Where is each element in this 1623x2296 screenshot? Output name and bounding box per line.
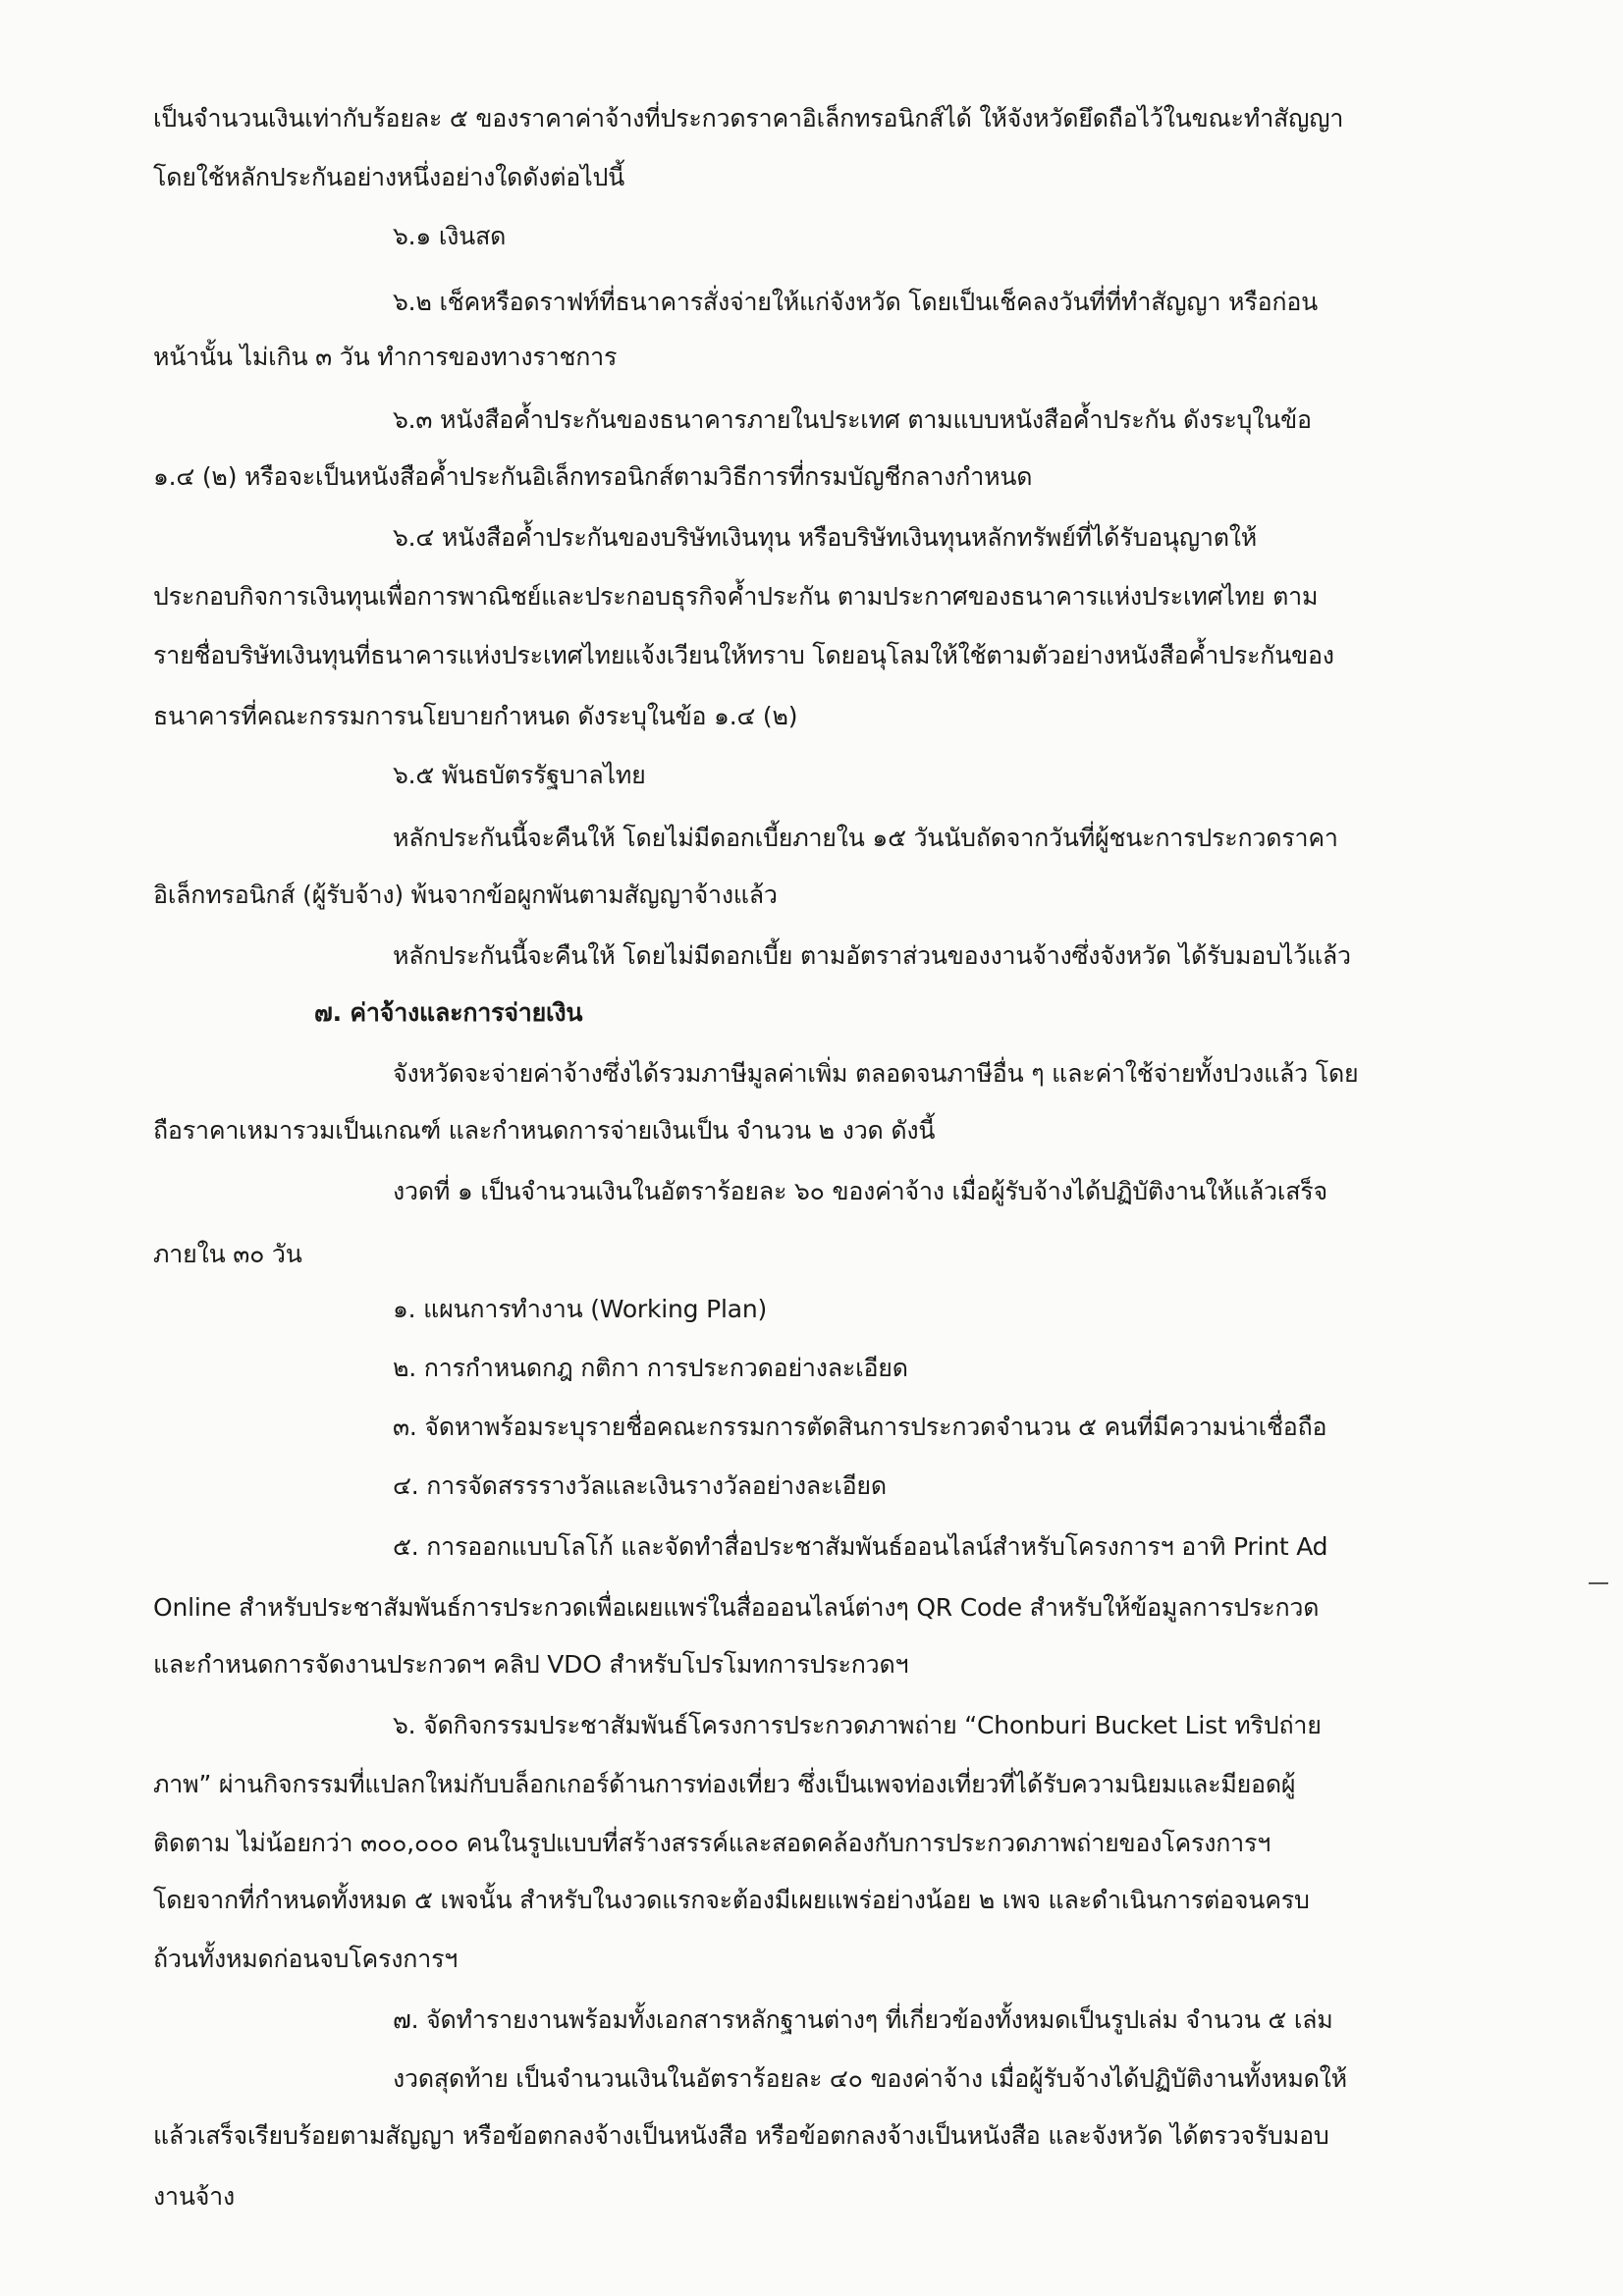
text-line: ๗. จัดทำรายงานพร้อมทั้งเอกสารหลักฐานต่างๆ ที่เกี่ยวข้องทั้งหมดเป็นรูปเล่ม จำนวน ๕ เล่ม <box>393 2005 1333 2034</box>
text-line: ประกอบกิจการเงินทุนเพื่อการพาณิชย์และประกอบธุรกิจค้ำประกัน ตามประกาศของธนาคารแห่งประเทศไทย ตาม <box>153 582 1319 611</box>
text-line: ๑.๔ (๒) หรือจะเป็นหนังสือค้ำประกันอิเล็กทรอนิกส์ตามวิธีการที่กรมบัญชีกลางกำหนด <box>153 462 1033 491</box>
text-line: ๖.๕ พันธบัตรรัฐบาลไทย <box>393 761 646 789</box>
text-line: ๔. การจัดสรรรางวัลและเงินรางวัลอย่างละเอียด <box>393 1471 887 1500</box>
text-line: งวดที่ ๑ เป็นจำนวนเงินในอัตราร้อยละ ๖๐ ของค่าจ้าง เมื่อผู้รับจ้างได้ปฏิบัติงานให้แล้วเสร็จ <box>393 1177 1327 1205</box>
text-line: ภายใน ๓๐ วัน <box>153 1240 302 1268</box>
text-line: รายชื่อบริษัทเงินทุนที่ธนาคารแห่งประเทศไทยแจ้งเวียนให้ทราบ โดยอนุโลมให้ใช้ตามตัวอย่างหนังสือค้ำประกันของ <box>153 641 1334 669</box>
text-line: ๑. แผนการทำงาน (Working Plan) <box>393 1295 768 1323</box>
text-line: Online สำหรับประชาสัมพันธ์การประกวดเพื่อเผยแพร่ในสื่อออนไลน์ต่างๆ QR Code สำหรับให้ข้อมูลการประกวด <box>153 1593 1320 1622</box>
text-line: แล้วเสร็จเรียบร้อยตามสัญญา หรือข้อตกลงจ้างเป็นหนังสือ หรือข้อตกลงจ้างเป็นหนังสือ และจังหวัด ได้ตรวจรับมอบ <box>153 2121 1329 2150</box>
text-line: ๓. จัดหาพร้อมระบุรายชื่อคณะกรรมการตัดสินการประกวดจำนวน ๕ คนที่มีความน่าเชื่อถือ <box>393 1413 1327 1441</box>
text-line: ๕. การออกแบบโลโก้ และจัดทำสื่อประชาสัมพันธ์ออนไลน์สำหรับโครงการฯ อาทิ Print Ad <box>393 1532 1328 1561</box>
text-line: จังหวัดจะจ่ายค่าจ้างซึ่งได้รวมภาษีมูลค่าเพิ่ม ตลอดจนภาษีอื่น ๆ และค่าใช้จ่ายทั้งปวงแล้ว โดย <box>393 1059 1359 1088</box>
text-line: ๖.๒ เช็คหรือดราฟท์ที่ธนาคารสั่งจ่ายให้แก่จังหวัด โดยเป็นเช็คลงวันที่ที่ทำสัญญา หรือก่อน <box>393 288 1319 316</box>
text-line: และกำหนดการจัดงานประกวดฯ คลิป VDO สำหรับโปรโมทการประกวดฯ <box>153 1650 909 1679</box>
text-line: ถ้วนทั้งหมดก่อนจบโครงการฯ <box>153 1945 459 1973</box>
text-line: งานจ้าง <box>153 2182 236 2211</box>
text-line: หลักประกันนี้จะคืนให้ โดยไม่มีดอกเบี้ยภายใน ๑๕ วันนับถัดจากวันที่ผู้ชนะการประกวดราคา <box>393 824 1338 852</box>
text-line: ติดตาม ไม่น้อยกว่า ๓๐๐,๐๐๐ คนในรูปแบบที่สร้างสรรค์และสอดคล้องกับการประกวดภาพถ่ายของโครงการฯ <box>153 1829 1271 1857</box>
section-heading: ๗. ค่าจ้างและการจ่ายเงิน <box>314 998 583 1027</box>
text-line: ๖. จัดกิจกรรมประชาสัมพันธ์โครงการประกวดภาพถ่าย “Chonburi Bucket List ทริปถ่าย <box>393 1711 1322 1739</box>
text-line: ภาพ” ผ่านกิจกรรมที่แปลกใหม่กับบล็อกเกอร์ด้านการท่องเที่ยว ซึ่งเป็นเพจท่องเที่ยวที่ได้รับความนิยมและมียอดผู้ <box>153 1770 1296 1798</box>
text-line: ธนาคารที่คณะกรรมการนโยบายกำหนด ดังระบุในข้อ ๑.๔ (๒) <box>153 702 798 730</box>
text-line: ๖.๓ หนังสือค้ำประกันของธนาคารภายในประเทศ ตามแบบหนังสือค้ำประกัน ดังระบุในข้อ <box>393 405 1312 434</box>
text-line: ๖.๔ หนังสือค้ำประกันของบริษัทเงินทุน หรือบริษัทเงินทุนหลักทรัพย์ที่ได้รับอนุญาตให้ <box>393 523 1258 552</box>
text-line: โดยจากที่กำหนดทั้งหมด ๕ เพจนั้น สำหรับในงวดแรกจะต้องมีเผยแพร่อย่างน้อย ๒ เพจ และดำเนินการต่อจนครบ <box>153 1886 1310 1914</box>
margin-mark <box>1589 1582 1608 1584</box>
text-line: โดยใช้หลักประกันอย่างหนึ่งอย่างใดดังต่อไปนี้ <box>153 163 625 191</box>
text-line: ถือราคาเหมารวมเป็นเกณฑ์ และกำหนดการจ่ายเงินเป็น จำนวน ๒ งวด ดังนี้ <box>153 1116 936 1145</box>
text-line: อิเล็กทรอนิกส์ (ผู้รับจ้าง) พ้นจากข้อผูกพันตามสัญญาจ้างแล้ว <box>153 881 778 909</box>
text-line: ๒. การกำหนดกฎ กติกา การประกวดอย่างละเอียด <box>393 1354 908 1382</box>
text-line: เป็นจำนวนเงินเท่ากับร้อยละ ๕ ของราคาค่าจ้างที่ประกวดราคาอิเล็กทรอนิกส์ได้ ให้จังหวัดยึดถือไว้ในขณะทำสัญญา <box>153 104 1344 133</box>
text-line: หน้านั้น ไม่เกิน ๓ วัน ทำการของทางราชการ <box>153 343 618 371</box>
text-line: งวดสุดท้าย เป็นจำนวนเงินในอัตราร้อยละ ๔๐ ของค่าจ้าง เมื่อผู้รับจ้างได้ปฏิบัติงานทั้งหมดให้ <box>393 2064 1347 2093</box>
text-line: ๖.๑ เงินสด <box>393 222 507 250</box>
text-line: หลักประกันนี้จะคืนให้ โดยไม่มีดอกเบี้ย ตามอัตราส่วนของงานจ้างซึ่งจังหวัด ได้รับมอบไว้แล้ว <box>393 941 1351 970</box>
